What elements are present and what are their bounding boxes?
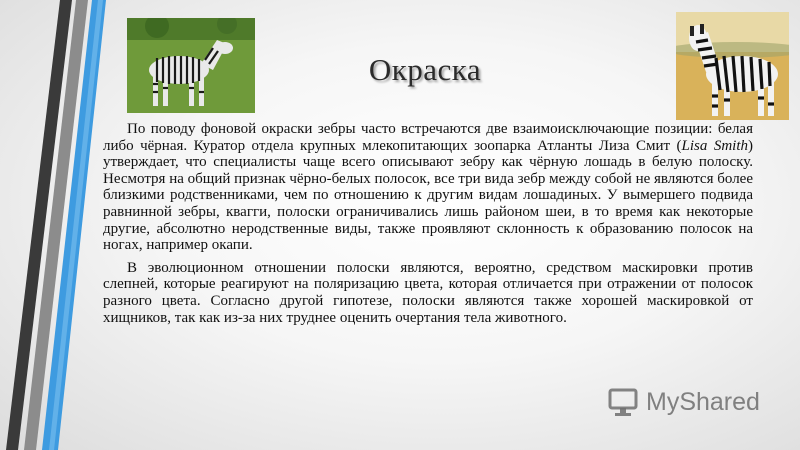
paragraph1-text-end: ) утверждает, что специалисты чаще всего описывают зебру как чёрную лошадь в белую полоску. Несмотря на общий признак чёрно-белых полосок, все три вида зебр между собой не являются более близкими родственниками, чем по отношению к другим видам лошадиных. У вымершего подвида равнинной зебры, квагги, полоски ограничивались лишь районом шеи, в то время как некоторые другие, абсолютно неродственные виды, также проявляют склонность к образованию полосок на ногах, например окапи. [103, 137, 753, 254]
zebra-photo-grass [127, 18, 255, 113]
myshared-logo-icon [606, 385, 640, 419]
slide-body [103, 121, 753, 332]
paragraph1-text-start: По поводу фоновой окраски зебры часто встречаются две взаимоисключающие позиции: белая либо чёрная. Куратор отдела крупных млекопитающих зоопарка Атланты Лиза Смит ( [103, 121, 753, 154]
paragraph-background-color [103, 121, 753, 254]
zebra-photo-savanna [676, 12, 789, 120]
slide-title: Окраска [368, 52, 482, 87]
myshared-logo-text: MyShared [646, 388, 760, 416]
myshared-logo[interactable] [606, 385, 766, 421]
paragraph1-italic-name: Lisa Smith [681, 137, 748, 154]
paragraph-evolution: В эволюционном отношении полоски являются, вероятно, средством маскировки против слепней, которые реагируют на поляризацию цвета, которая отличается при отражении от полосок разного цвета. Согласно другой гипотезе, полоски являются также хорошей маскировкой от хищников, так как из-за них труднее оценить очертания тела животного. [103, 259, 753, 326]
